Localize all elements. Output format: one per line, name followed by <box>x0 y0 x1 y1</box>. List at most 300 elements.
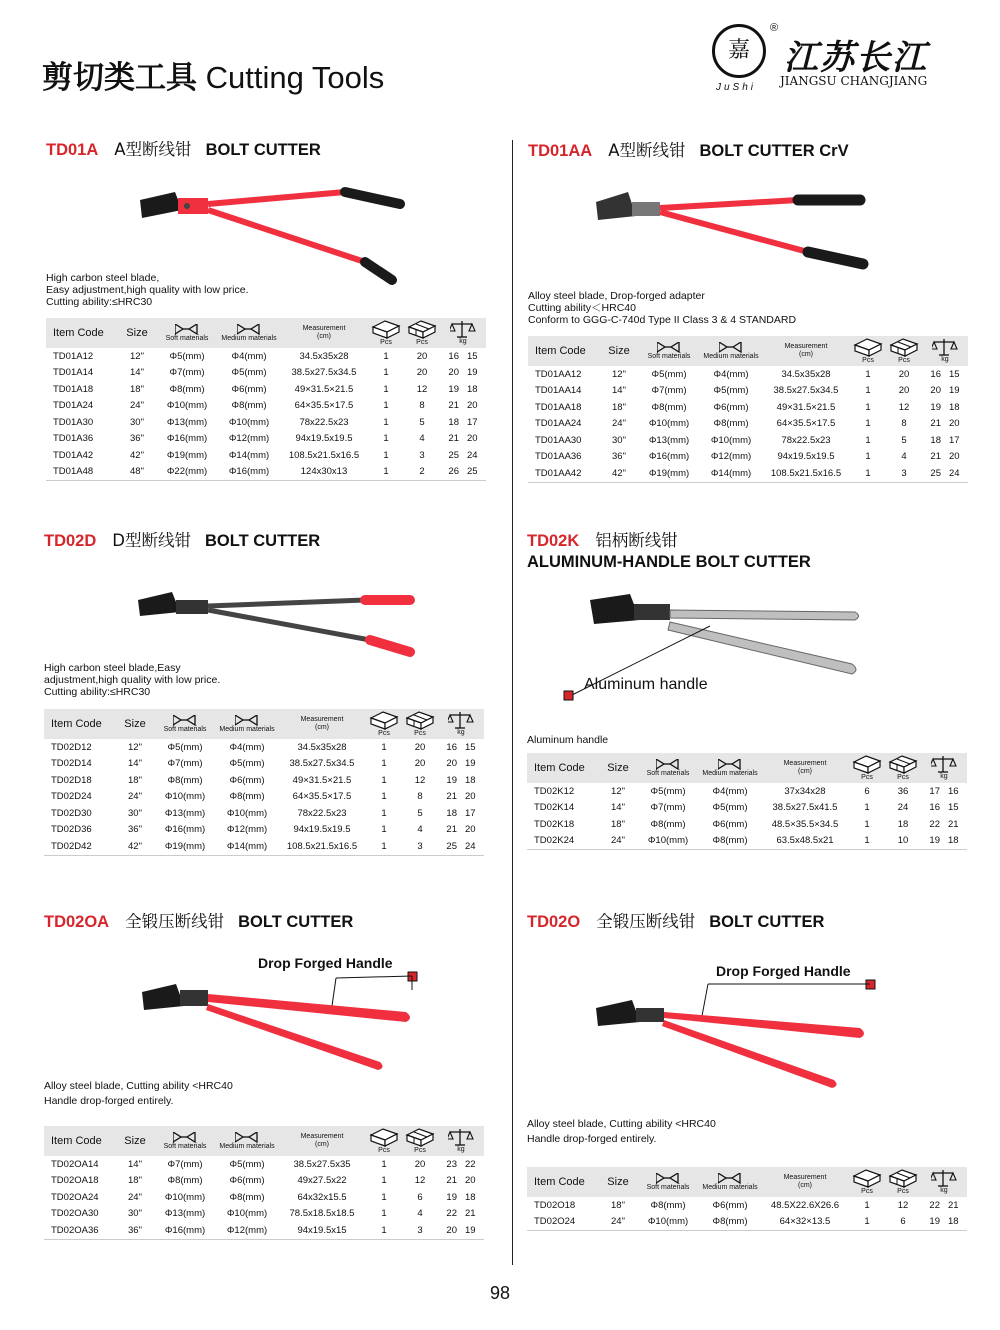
cell-weight <box>922 416 968 433</box>
cell-measurement: 94x19.5x15 <box>278 1222 366 1239</box>
cell-item-code: TD01AA24 <box>535 418 582 430</box>
cell-gross-weight: 15 <box>465 741 476 753</box>
cell-pcs-carton: 8 <box>901 418 907 430</box>
cell-size: 14" <box>128 1158 142 1170</box>
registered-mark: ® <box>770 22 779 34</box>
cell-gross-weight: 22 <box>465 1158 476 1170</box>
cell-size: 24" <box>599 833 637 850</box>
cell-gross-weight: 17 <box>467 416 478 428</box>
col-pcs-box: Pcs <box>849 753 885 783</box>
col-medium: Medium materials <box>218 318 280 348</box>
col-pcs-carton: Pcs <box>886 336 922 366</box>
section-title-td01aa: TD01AA A型断线钳 BOLT CUTTER CrV <box>528 141 849 160</box>
cut-icon <box>718 759 742 770</box>
cell-net-weight: 16 <box>930 368 941 380</box>
section-title-td02o: TD02O 全锻压断线钳 BOLT CUTTER <box>527 912 825 931</box>
col-weight: kg <box>921 753 967 783</box>
description-td02d: High carbon steel blade,Easy adjustment,high quality with low price. Cutting ability:≤HRC30 <box>44 662 221 698</box>
cell-net-weight: 18 <box>448 416 459 428</box>
cell-pcs-carton: 20 <box>414 741 426 753</box>
cell-item-code: TD02D30 <box>51 807 92 819</box>
carton-icon <box>405 710 435 730</box>
col-pcs-box: Pcs <box>849 1167 885 1197</box>
cell-net-weight: 25 <box>446 840 457 852</box>
cell-soft: Φ13(mm) <box>164 1208 206 1220</box>
cell-item-code: TD02OA18 <box>51 1175 99 1187</box>
cell-weight <box>438 838 484 855</box>
brand-logo <box>712 22 952 102</box>
cell-soft: Φ10(mm) <box>164 1191 206 1203</box>
col-measurement: Measurement (cm) <box>761 753 849 783</box>
col-size: Size <box>600 336 638 366</box>
col-item-code: Item Code <box>44 709 116 739</box>
cell-medium: Φ12(mm) <box>226 824 268 836</box>
cell-pcs-carton: 3 <box>402 1222 438 1239</box>
col-pcs-carton: Pcs <box>402 1126 438 1156</box>
cell-gross-weight: 19 <box>467 367 478 379</box>
col-weight: kg <box>921 1167 967 1197</box>
cell-item-code: TD02OA14 <box>51 1158 99 1170</box>
cell-pcs-box: 6 <box>864 785 870 797</box>
cell-pcs-carton: 20 <box>414 1158 426 1170</box>
cell-pcs-carton: 5 <box>417 807 423 819</box>
cell-weight <box>921 833 967 850</box>
cell-size: 18" <box>611 818 625 830</box>
cell-weight <box>922 399 968 416</box>
cell-weight <box>440 365 486 382</box>
col-pcs-carton: Pcs <box>885 753 921 783</box>
cell-soft: Φ8(mm) <box>651 401 687 413</box>
col-medium: Medium materials <box>700 336 762 366</box>
cell-pcs-carton: 12 <box>414 774 426 786</box>
cell-weight <box>440 431 486 448</box>
cell-net-weight: 21 <box>446 824 457 836</box>
cell-gross-weight: 25 <box>467 466 478 478</box>
cell-measurement: 38.5x27.5x35 <box>293 1158 351 1170</box>
cell-size: 14" <box>612 385 626 397</box>
cell-pcs-box: 1 <box>865 401 871 413</box>
cell-soft: Φ19(mm) <box>638 465 700 482</box>
cell-item-code: TD02O18 <box>534 1199 576 1211</box>
col-weight: kg <box>440 318 486 348</box>
col-pcs-box: Pcs <box>366 1126 402 1156</box>
cell-pcs-box: 1 <box>865 368 871 380</box>
table-row <box>528 465 968 482</box>
cell-item-code: TD02D18 <box>51 774 92 786</box>
column-divider <box>512 140 513 1265</box>
cell-soft: Φ10(mm) <box>648 418 690 430</box>
cell-measurement: 38.5x27.5x34.5 <box>289 758 355 770</box>
cell-pcs-carton: 3 <box>402 838 438 855</box>
table-row <box>46 414 486 431</box>
cell-pcs-carton: 5 <box>901 434 907 446</box>
cell-net-weight: 22 <box>446 1208 457 1220</box>
col-item-code: Item Code <box>44 1126 116 1156</box>
callout-aluminum-handle: Aluminum handle <box>584 676 708 693</box>
carton-icon <box>405 1127 435 1147</box>
cell-gross-weight: 17 <box>465 807 476 819</box>
cell-soft: Φ10(mm) <box>637 833 699 850</box>
cell-medium: Φ10(mm) <box>710 434 752 446</box>
bolt-cutter-image-td02d <box>130 580 420 670</box>
cell-gross-weight: 19 <box>465 1224 476 1236</box>
cell-medium: Φ6(mm) <box>229 774 265 786</box>
cell-size: 18" <box>130 383 144 395</box>
cell-pcs-box: 1 <box>849 1214 885 1231</box>
cell-net-weight: 22 <box>929 818 940 830</box>
brand-name-cn: 江苏长江 <box>784 38 928 78</box>
cell-gross-weight: 21 <box>465 1208 476 1220</box>
cut-icon <box>173 1132 197 1143</box>
col-medium: Medium materials <box>699 1167 761 1197</box>
cell-soft: Φ10(mm) <box>166 400 208 412</box>
box-icon <box>369 710 399 730</box>
cell-size: 42" <box>600 465 638 482</box>
cell-item-code: TD02D14 <box>51 758 92 770</box>
cell-gross-weight: 24 <box>949 467 960 479</box>
cell-medium: Φ10(mm) <box>228 416 270 428</box>
col-measurement: Measurement (cm) <box>762 336 850 366</box>
cell-size: 24" <box>130 400 144 412</box>
cell-medium: Φ14(mm) <box>228 449 270 461</box>
col-pcs-box: Pcs <box>368 318 404 348</box>
seal-ring-text: JuShi <box>716 82 757 93</box>
cell-pcs-box: 1 <box>383 383 389 395</box>
bolt-cutter-image-td02o <box>590 978 890 1093</box>
cell-pcs-carton: 12 <box>898 401 910 413</box>
cell-soft: Φ8(mm) <box>167 1175 203 1187</box>
cell-size: 14" <box>611 802 625 814</box>
cell-pcs-box: 1 <box>383 350 389 362</box>
cell-net-weight: 23 <box>446 1158 457 1170</box>
carton-icon <box>407 319 437 339</box>
cell-net-weight: 19 <box>929 835 940 847</box>
scale-icon <box>448 711 474 729</box>
cell-pcs-carton: 4 <box>419 433 425 445</box>
cell-gross-weight: 21 <box>948 818 959 830</box>
cell-medium: Φ5(mm) <box>229 1158 265 1170</box>
cell-weight <box>440 381 486 398</box>
col-size: Size <box>118 318 156 348</box>
cell-measurement: 108.5x21.5x16.5 <box>288 449 360 461</box>
col-pcs-carton: Pcs <box>404 318 440 348</box>
cell-net-weight: 16 <box>448 350 459 362</box>
cell-pcs-carton: 12 <box>416 383 428 395</box>
cell-soft: Φ8(mm) <box>650 818 686 830</box>
table-row <box>528 432 968 449</box>
table-row <box>527 800 967 817</box>
cell-pcs-box: 1 <box>850 465 886 482</box>
cell-size: 42" <box>130 449 144 461</box>
cell-pcs-box: 1 <box>381 1191 387 1203</box>
cell-size: 12" <box>130 350 144 362</box>
cell-medium: Φ4(mm) <box>713 368 749 380</box>
cell-medium: Φ12(mm) <box>228 433 270 445</box>
cell-pcs-carton: 4 <box>417 824 423 836</box>
table-row <box>46 348 486 365</box>
cell-size: 36" <box>130 433 144 445</box>
cell-net-weight: 21 <box>446 791 457 803</box>
cell-soft: Φ22(mm) <box>156 464 218 481</box>
cell-size: 24" <box>128 1191 142 1203</box>
cell-weight <box>440 414 486 431</box>
cell-item-code: TD02OA36 <box>44 1222 116 1239</box>
spec-table-td02d <box>44 709 484 856</box>
cell-item-code: TD02OA24 <box>51 1191 99 1203</box>
scale-icon <box>931 1169 957 1187</box>
cut-icon <box>235 715 259 726</box>
cell-medium: Φ6(mm) <box>712 818 748 830</box>
box-icon <box>369 1127 399 1147</box>
box-icon <box>853 337 883 357</box>
cell-pcs-box: 1 <box>864 818 870 830</box>
cell-measurement: 64x32x15.5 <box>297 1191 347 1203</box>
cell-net-weight: 20 <box>446 1224 457 1236</box>
cell-net-weight: 20 <box>446 758 457 770</box>
cell-pcs-box: 1 <box>865 434 871 446</box>
cell-pcs-carton: 3 <box>419 449 425 461</box>
cell-weight <box>922 465 968 482</box>
cell-medium: Φ8(mm) <box>229 791 265 803</box>
spec-table-td02oa <box>44 1126 484 1240</box>
cell-item-code: TD01A14 <box>53 367 94 379</box>
cell-size: 24" <box>612 418 626 430</box>
cell-medium: Φ12(mm) <box>710 451 752 463</box>
cell-size: 30" <box>128 807 142 819</box>
cell-weight <box>438 756 484 773</box>
cell-size: 12" <box>611 785 625 797</box>
description-td01aa: Alloy steel blade, Drop-forged adapter Cutting ability＜HRC40 Conform to GGG-C-740d Type II Class 3 & 4 STANDARD <box>528 290 797 326</box>
cell-pcs-box: 1 <box>366 1222 402 1239</box>
cell-soft: Φ13(mm) <box>648 434 690 446</box>
cell-weight <box>440 348 486 365</box>
table-row <box>44 822 484 839</box>
cut-icon <box>656 759 680 770</box>
col-soft: Soft materials <box>154 1126 216 1156</box>
bolt-cutter-image-td02oa <box>136 970 426 1075</box>
cell-gross-weight: 17 <box>949 434 960 446</box>
table-row <box>44 1156 484 1173</box>
cell-medium: Φ8(mm) <box>699 833 761 850</box>
cell-net-weight: 19 <box>930 401 941 413</box>
cell-soft: Φ5(mm) <box>169 350 205 362</box>
cell-soft: Φ13(mm) <box>164 807 206 819</box>
description-td01a: High carbon steel blade, Easy adjustment,high quality with low price. Cutting ability:≤HRC30 <box>46 272 249 308</box>
cell-weight <box>438 739 484 756</box>
cell-measurement: 108.5x21.5x16.5 <box>762 465 850 482</box>
cell-soft: Φ5(mm) <box>167 741 203 753</box>
cell-weight <box>440 464 486 481</box>
table-row <box>44 756 484 773</box>
cell-weight <box>922 449 968 466</box>
cell-soft: Φ10(mm) <box>164 791 206 803</box>
cell-size: 36" <box>116 1222 154 1239</box>
col-size: Size <box>116 1126 154 1156</box>
cell-net-weight: 18 <box>446 807 457 819</box>
cell-weight <box>922 383 968 400</box>
cell-soft: Φ7(mm) <box>167 758 203 770</box>
cell-item-code: TD01A48 <box>46 464 118 481</box>
cell-item-code: TD01A24 <box>53 400 94 412</box>
cell-measurement: 64×35.5×17.5 <box>776 418 836 430</box>
col-item-code: Item Code <box>527 753 599 783</box>
cell-soft: Φ7(mm) <box>651 385 687 397</box>
cut-icon <box>657 342 681 353</box>
cell-medium: Φ5(mm) <box>229 758 265 770</box>
cell-measurement: 78x22.5x23 <box>299 416 349 428</box>
cut-icon <box>656 1173 680 1184</box>
table-row <box>44 838 484 855</box>
cell-weight <box>921 783 967 800</box>
cell-weight <box>438 1173 484 1190</box>
table-row <box>46 464 486 481</box>
table-row <box>527 833 967 850</box>
cell-pcs-carton: 10 <box>885 833 921 850</box>
col-item-code: Item Code <box>46 318 118 348</box>
col-pcs-box: Pcs <box>366 709 402 739</box>
cell-pcs-box: 1 <box>381 791 387 803</box>
cell-gross-weight: 24 <box>467 449 478 461</box>
cut-icon <box>718 1173 742 1184</box>
cell-item-code: TD01AA12 <box>535 368 582 380</box>
cell-measurement: 49x27.5x22 <box>297 1175 347 1187</box>
cell-weight <box>438 805 484 822</box>
cell-size: 30" <box>128 1208 142 1220</box>
cell-net-weight: 20 <box>930 385 941 397</box>
cell-measurement: 78x22.5x23 <box>297 807 347 819</box>
cell-measurement: 48.5X22.6X26.6 <box>770 1199 840 1211</box>
cell-net-weight: 26 <box>448 466 459 478</box>
table-row <box>44 772 484 789</box>
cell-size: 18" <box>612 401 626 413</box>
cell-gross-weight: 24 <box>465 840 476 852</box>
cell-item-code: TD01AA36 <box>535 451 582 463</box>
cell-medium: Φ5(mm) <box>713 385 749 397</box>
col-medium: Medium materials <box>699 753 761 783</box>
cell-measurement: 94x19.5x19.5 <box>295 433 353 445</box>
cell-soft: Φ16(mm) <box>648 451 690 463</box>
cell-soft: Φ7(mm) <box>169 367 205 379</box>
cell-size: 30" <box>612 434 626 446</box>
cell-item-code: TD02D42 <box>44 838 116 855</box>
cell-gross-weight: 18 <box>465 774 476 786</box>
cell-net-weight: 21 <box>446 1175 457 1187</box>
cell-item-code: TD02O24 <box>527 1214 599 1231</box>
cell-soft: Φ8(mm) <box>169 383 205 395</box>
callout-drop-forged-handle-td02o: Drop Forged Handle <box>716 963 851 979</box>
cell-measurement: 64×35.5×17.5 <box>294 400 354 412</box>
cell-gross-weight: 20 <box>465 791 476 803</box>
col-medium: Medium materials <box>216 709 278 739</box>
spec-table-td01a <box>46 318 486 481</box>
cut-icon <box>235 1132 259 1143</box>
cell-size: 12" <box>128 741 142 753</box>
cell-medium: Φ6(mm) <box>712 1199 748 1211</box>
cell-soft: Φ13(mm) <box>166 416 208 428</box>
table-row <box>44 805 484 822</box>
cell-pcs-box: 1 <box>864 802 870 814</box>
col-soft: Soft materials <box>637 753 699 783</box>
bolt-cutter-image-td01aa <box>588 180 878 280</box>
cell-gross-weight: 16 <box>948 785 959 797</box>
col-weight: kg <box>438 709 484 739</box>
cell-measurement: 64×32×13.5 <box>761 1214 849 1231</box>
col-measurement: Measurement (cm) <box>280 318 368 348</box>
table-row <box>44 1189 484 1206</box>
cell-measurement: 34.5x35x28 <box>781 368 831 380</box>
col-soft: Soft materials <box>154 709 216 739</box>
table-row <box>528 383 968 400</box>
cell-pcs-box: 1 <box>381 807 387 819</box>
cell-weight <box>438 1222 484 1239</box>
cell-medium: Φ4(mm) <box>712 785 748 797</box>
cell-soft: Φ7(mm) <box>650 802 686 814</box>
description-td02o: Alloy steel blade, Cutting ability <HRC40 Handle drop-forged entirely. <box>527 1118 716 1145</box>
cell-pcs-box: 1 <box>366 838 402 855</box>
scale-icon <box>931 755 957 773</box>
cut-icon <box>719 342 743 353</box>
col-pcs-carton: Pcs <box>402 709 438 739</box>
cell-net-weight: 16 <box>929 802 940 814</box>
cell-medium: Φ16(mm) <box>218 464 280 481</box>
cell-pcs-carton: 36 <box>897 785 909 797</box>
table-row <box>527 1214 967 1231</box>
cell-measurement: 49×31.5×21.5 <box>776 401 836 413</box>
cell-gross-weight: 20 <box>949 451 960 463</box>
table-row <box>528 366 968 383</box>
cell-pcs-box: 1 <box>865 385 871 397</box>
cell-pcs-carton: 20 <box>414 758 426 770</box>
col-item-code: Item Code <box>528 336 600 366</box>
col-medium: Medium materials <box>216 1126 278 1156</box>
cell-pcs-carton: 6 <box>417 1191 423 1203</box>
section-title-td02oa: TD02OA 全锻压断线钳 BOLT CUTTER <box>44 912 354 931</box>
col-item-code: Item Code <box>527 1167 599 1197</box>
cell-measurement: 38.5x27.5x41.5 <box>772 802 838 814</box>
table-row <box>528 399 968 416</box>
section-title-td02k: TD02K 铝柄断线钳 <box>527 531 678 550</box>
cell-weight <box>438 789 484 806</box>
cell-soft: Φ16(mm) <box>154 1222 216 1239</box>
col-soft: Soft materials <box>637 1167 699 1197</box>
cell-size: 18" <box>128 1175 142 1187</box>
cell-measurement: 38.5x27.5x34.5 <box>291 367 357 379</box>
cell-measurement: 94x19.5x19.5 <box>293 824 351 836</box>
carton-icon <box>889 337 919 357</box>
scale-icon <box>448 1128 474 1146</box>
cell-item-code: TD01A36 <box>53 433 94 445</box>
cell-medium: Φ10(mm) <box>226 807 268 819</box>
box-icon <box>852 1168 882 1188</box>
table-row <box>44 789 484 806</box>
cell-soft: Φ19(mm) <box>154 838 216 855</box>
cell-net-weight: 18 <box>930 434 941 446</box>
cell-weight <box>438 1206 484 1223</box>
cell-pcs-box: 1 <box>864 1199 870 1211</box>
cut-icon <box>173 715 197 726</box>
cell-pcs-carton: 6 <box>885 1214 921 1231</box>
cell-net-weight: 22 <box>929 1199 940 1211</box>
col-measurement: Measurement (cm) <box>278 1126 366 1156</box>
cell-item-code: TD02D24 <box>51 791 92 803</box>
cell-gross-weight: 18 <box>465 1191 476 1203</box>
cell-pcs-box: 1 <box>381 1208 387 1220</box>
cell-measurement: 108.5x21.5x16.5 <box>278 838 366 855</box>
col-measurement: Measurement (cm) <box>761 1167 849 1197</box>
cell-net-weight: 21 <box>930 418 941 430</box>
cell-pcs-carton: 20 <box>416 350 428 362</box>
cell-pcs-carton: 20 <box>416 367 428 379</box>
